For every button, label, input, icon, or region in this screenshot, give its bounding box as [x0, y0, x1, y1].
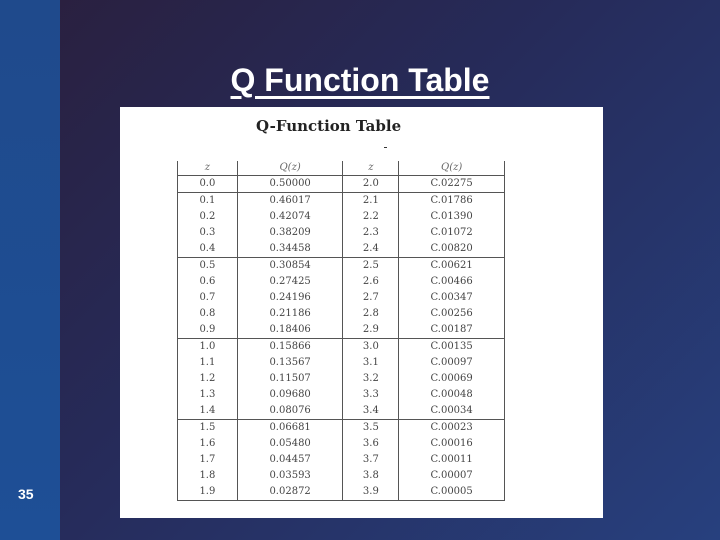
table-cell: 2.6	[343, 274, 399, 290]
table-cell: 1.4	[178, 403, 238, 420]
table-cell: 3.4	[343, 403, 399, 420]
table-row	[178, 339, 505, 356]
table-row	[178, 241, 505, 258]
table-cell: 2.3	[343, 225, 399, 241]
table-cell: C.00007	[399, 468, 505, 484]
table-cell: 1.8	[178, 468, 238, 484]
column-header: z	[343, 161, 399, 176]
table-cell: 1.9	[178, 484, 238, 501]
table-cell: 0.09680	[237, 387, 343, 403]
table-row	[178, 306, 505, 322]
table-cell: C.00023	[399, 420, 505, 437]
table-cell: 0.0	[178, 176, 238, 193]
table-cell: 2.2	[343, 209, 399, 225]
table-row	[178, 436, 505, 452]
table-row	[178, 355, 505, 371]
table-cell: 0.4	[178, 241, 238, 258]
table-cell: C.00034	[399, 403, 505, 420]
table-cell: 0.06681	[237, 420, 343, 437]
table-cell: 0.04457	[237, 452, 343, 468]
table-cell: C.00187	[399, 322, 505, 339]
table-cell: 1.2	[178, 371, 238, 387]
q-function-table-image	[120, 107, 603, 518]
table-cell: 2.5	[343, 258, 399, 275]
table-cell: 0.11507	[237, 371, 343, 387]
table-row	[178, 452, 505, 468]
table-cell: 0.8	[178, 306, 238, 322]
table-cell: 0.46017	[237, 193, 343, 210]
table-cell: 2.9	[343, 322, 399, 339]
table-cell: 3.8	[343, 468, 399, 484]
table-cell: C.00820	[399, 241, 505, 258]
table-cell: 3.0	[343, 339, 399, 356]
table-cell: 0.21186	[237, 306, 343, 322]
table-row	[178, 387, 505, 403]
table-cell: 0.24196	[237, 290, 343, 306]
table-cell: C.00621	[399, 258, 505, 275]
table-cell: 3.2	[343, 371, 399, 387]
table-cell: 0.2	[178, 209, 238, 225]
table-cell: 3.3	[343, 387, 399, 403]
table-row	[178, 274, 505, 290]
table-cell: 0.03593	[237, 468, 343, 484]
table-cell: 0.05480	[237, 436, 343, 452]
slide-number: 35	[18, 486, 34, 502]
table-cell: 2.4	[343, 241, 399, 258]
table-cell: C.00016	[399, 436, 505, 452]
column-header: Q(z)	[237, 161, 343, 176]
table-cell: 0.9	[178, 322, 238, 339]
table-row	[178, 322, 505, 339]
table-cell: 3.5	[343, 420, 399, 437]
table-cell: 0.38209	[237, 225, 343, 241]
table-cell: 0.42074	[237, 209, 343, 225]
table-cell: 0.6	[178, 274, 238, 290]
table-cell: 2.7	[343, 290, 399, 306]
table-cell: 0.34458	[237, 241, 343, 258]
table-row	[178, 193, 505, 210]
table-cell: 0.5	[178, 258, 238, 275]
table-cell: C.01390	[399, 209, 505, 225]
table-cell: 0.13567	[237, 355, 343, 371]
table-cell: C.00048	[399, 387, 505, 403]
table-cell: 1.1	[178, 355, 238, 371]
table-cell: C.02275	[399, 176, 505, 193]
table-cell: 2.0	[343, 176, 399, 193]
table-row	[178, 258, 505, 275]
table-row	[178, 209, 505, 225]
table-cell: 0.27425	[237, 274, 343, 290]
table-cell: 0.50000	[237, 176, 343, 193]
table-cell: 0.1	[178, 193, 238, 210]
table-cell: 1.6	[178, 436, 238, 452]
stray-mark	[384, 147, 387, 148]
table-cell: 0.15866	[237, 339, 343, 356]
table-cell: 1.7	[178, 452, 238, 468]
table-row	[178, 371, 505, 387]
q-function-table	[177, 161, 505, 501]
table-cell: 0.3	[178, 225, 238, 241]
table-cell: 3.1	[343, 355, 399, 371]
slide-title: Q Function Table	[230, 62, 490, 98]
table-cell: C.01786	[399, 193, 505, 210]
table-cell: 3.9	[343, 484, 399, 501]
column-header: z	[178, 161, 238, 176]
table-cell: C.00097	[399, 355, 505, 371]
table-row	[178, 290, 505, 306]
table-cell: 3.7	[343, 452, 399, 468]
table-row	[178, 484, 505, 501]
table-cell: 2.1	[343, 193, 399, 210]
table-row	[178, 420, 505, 437]
table-heading: Q-Function Table	[256, 117, 402, 135]
table-cell: C.00256	[399, 306, 505, 322]
table-cell: C.00011	[399, 452, 505, 468]
table-row	[178, 468, 505, 484]
table-cell: C.00005	[399, 484, 505, 501]
table-cell: 3.6	[343, 436, 399, 452]
table-cell: 2.8	[343, 306, 399, 322]
table-cell: 0.18406	[237, 322, 343, 339]
table-row	[178, 403, 505, 420]
table-cell: C.01072	[399, 225, 505, 241]
table-cell: C.00069	[399, 371, 505, 387]
table-cell: 1.5	[178, 420, 238, 437]
table-cell: 0.30854	[237, 258, 343, 275]
table-cell: C.00347	[399, 290, 505, 306]
table-header-row	[178, 161, 505, 176]
table-body	[178, 176, 505, 501]
table-cell: C.00135	[399, 339, 505, 356]
table-row	[178, 225, 505, 241]
table-cell: 0.02872	[237, 484, 343, 501]
table-cell: 1.3	[178, 387, 238, 403]
table-cell: 0.08076	[237, 403, 343, 420]
column-header: Q(z)	[399, 161, 505, 176]
table-cell: 0.7	[178, 290, 238, 306]
table-cell: C.00466	[399, 274, 505, 290]
table-row	[178, 176, 505, 193]
table-cell: 1.0	[178, 339, 238, 356]
